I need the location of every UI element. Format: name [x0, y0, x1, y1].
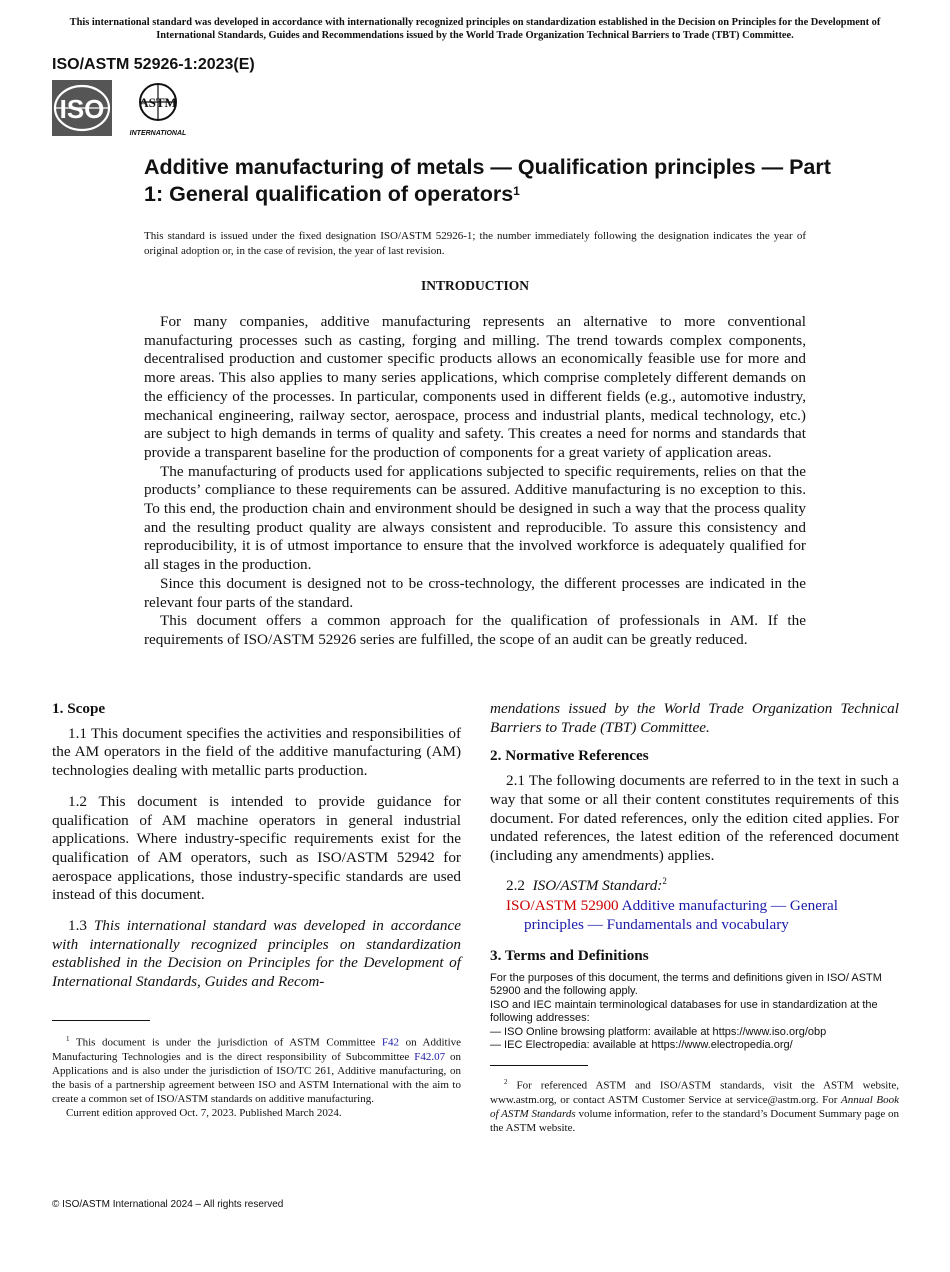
iso-logo [52, 80, 112, 136]
scope-1-3-number: 1.3 [68, 917, 87, 935]
scope-1-3 [52, 917, 461, 992]
subcommittee-f42-07-link[interactable]: F42.07 [414, 1050, 446, 1063]
terms-definitions-heading: 3. Terms and Definitions [490, 946, 649, 964]
terms-line: For the purposes of this document, the terms and definitions given in ISO/ ASTM 52900 and the following apply. [490, 971, 882, 998]
footnote-1-text: on Additive Manufacturing Technologies and is the direct responsibility of Subcommittee [52, 1036, 462, 1063]
terms-body [490, 972, 899, 1054]
document-title [144, 154, 844, 208]
footnote-2-text: For referenced ASTM and ISO/ASTM standards, visit the ASTM website, www.astm.org, or contact ASTM Customer Service at service@astm.org. For [490, 1079, 899, 1106]
normative-2-1: 2.1 The following documents are referred to in the text in such a way that some or all their content constitutes requirements of this document. For dated references, only the edition cited applies. For undated references, the latest edition of the referenced document (including any amendments) applies. [490, 772, 899, 864]
normative-2-2-mark: 2 [662, 875, 667, 886]
normative-2-2 [490, 872, 899, 896]
terms-line: — ISO Online browsing platform: available at https://www.iso.org/obp [490, 1025, 827, 1038]
footnote-2-text: volume information, refer to the standard’s Document Summary page on the ASTM website. [490, 1107, 899, 1134]
intro-paragraph: The manufacturing of products used for applications subjected to specific requirements, relies on that the products’ compliance to these requirements can be assured. Additive manufacturing is no exception to this. To this end, the production chain and environment should be designed in such a way that the process quality and the resulting product quality are always consistent and reproducible. To assure this consistency and reproducibility, it is of utmost importance to ensure that the involved workforce is adequately qualified for all stages in the production. [144, 462, 806, 574]
document-designation: ISO/ASTM 52926-1:2023(E) [52, 56, 255, 73]
terms-line: ISO and IEC maintain terminological databases for use in standardization at the following addresses: [490, 998, 878, 1025]
introduction-heading: INTRODUCTION [420, 278, 529, 293]
right-column [490, 700, 899, 1053]
reference-title-link[interactable]: Additive manufacturing — General principles — Fundamentals and vocabulary [524, 897, 838, 934]
document-title-text: Additive manufacturing of metals — Qualification principles — Part 1: General qualification of operators [144, 155, 831, 206]
footnote-1-text: on Applications and is also under the jurisdiction of ISO/TC 261, Additive manufacturing, on the basis of a partnership agreement between ISO and ASTM International with the aim to create a common set of ISO/ASTM standards on additive manufacturing. [52, 1050, 462, 1105]
scope-1-1: 1.1 This document specifies the activities and responsibilities of the AM operators in the field of the additive manufacturing (AM) technologies dealing with metallic parts production. [52, 724, 461, 780]
reference-code-link[interactable]: ISO/ASTM 52900 [506, 897, 619, 915]
iso-logo-text: ISO [59, 94, 105, 124]
intro-paragraph: Since this document is designed not to be cross-technology, the different processes are indicated in the relevant four parts of the standard. [144, 574, 806, 611]
footnote-2-mark: 2 [504, 1078, 508, 1086]
fixed-designation-note: This standard is issued under the fixed designation ISO/ASTM 52926-1; the number immediately following the designation indicates the year of original adoption or, in the case of revision, the year of last revision. [144, 230, 806, 257]
copyright-footer: © ISO/ASTM International 2024 – All rights reserved [52, 1199, 284, 1210]
footnote-2 [490, 1075, 899, 1135]
astm-logo-text: ASTM [139, 95, 177, 110]
tbt-notice: This international standard was developed in accordance with internationally recognized principles on standardization established in the Decision on Principles for the Development of International Standards, Guides and Recommendations issued by the World Trade Organization Technical Barriers to Trade (TBT) Committee. [69, 17, 881, 41]
title-footnote-mark: 1 [513, 184, 520, 198]
reference-iso-astm-52900[interactable] [490, 897, 899, 934]
astm-logo [126, 80, 190, 138]
astm-logo-subtext: INTERNATIONAL [129, 130, 187, 137]
left-column [52, 700, 461, 998]
normative-references-heading: 2. Normative References [490, 747, 649, 765]
footnote-rule [490, 1065, 588, 1066]
introduction-body [144, 313, 806, 650]
scope-heading: 1. Scope [52, 700, 106, 717]
terms-line: — IEC Electropedia: available at https://www.electropedia.org/ [490, 1039, 793, 1052]
footnote-1-mark: 1 [66, 1035, 70, 1043]
normative-2-2-number: 2.2 [506, 876, 525, 894]
intro-paragraph: This document offers a common approach for the qualification of professionals in AM. If the requirements of ISO/ASTM 52926 series are fulfilled, the scope of an audit can be greatly reduced. [144, 612, 806, 648]
footnote-rule [52, 1020, 150, 1021]
footnote-1 [52, 1032, 461, 1120]
scope-1-3-text: This international standard was developed in accordance with internationally recognized principles on standardization established in the Decision on Principles for the Development of International Standards, Guides and Recom- [52, 917, 461, 991]
committee-f42-link[interactable]: F42 [381, 1036, 399, 1049]
scope-1-3-continuation: mendations issued by the World Trade Organization Technical Barriers to Trade (TBT) Committee. [490, 700, 899, 736]
normative-2-2-label: ISO/ASTM Standard: [532, 876, 663, 894]
footnote-1-text: This document is under the jurisdiction of ASTM Committee [75, 1036, 376, 1049]
scope-1-2: 1.2 This document is intended to provide guidance for qualification of AM machine operators in general industrial applications. Where industry-specific requirements exist for the qualification of AM operators, such as ISO/ASTM 52942 for aerospace applications, those industry-specific standards are used instead of this document. [52, 792, 461, 904]
footnote-2-italic: Annual Book of ASTM Standards [490, 1093, 900, 1120]
edition-approved: Current edition approved Oct. 7, 2023. Published March 2024. [66, 1106, 342, 1119]
intro-paragraph: For many companies, additive manufacturing represents an alternative to more conventional manufacturing processes such as casting, forging and milling. The trend towards complex components, decentralised production and customer specific products allows an economically feasible use for more and more areas. This also applies to many series applications, which comprise completely different demands on the efficiency of the processes. In particular, components used in different fields (e.g., automotive industry, mechanical engineering, railway sector, aerospace, process and industrial plants, medical technology, etc.) are subject to high demands in terms of quality and safety. This creates a need for norms and standards that provide a transparent baseline for the production of components for a great variety of application areas. [144, 313, 806, 461]
